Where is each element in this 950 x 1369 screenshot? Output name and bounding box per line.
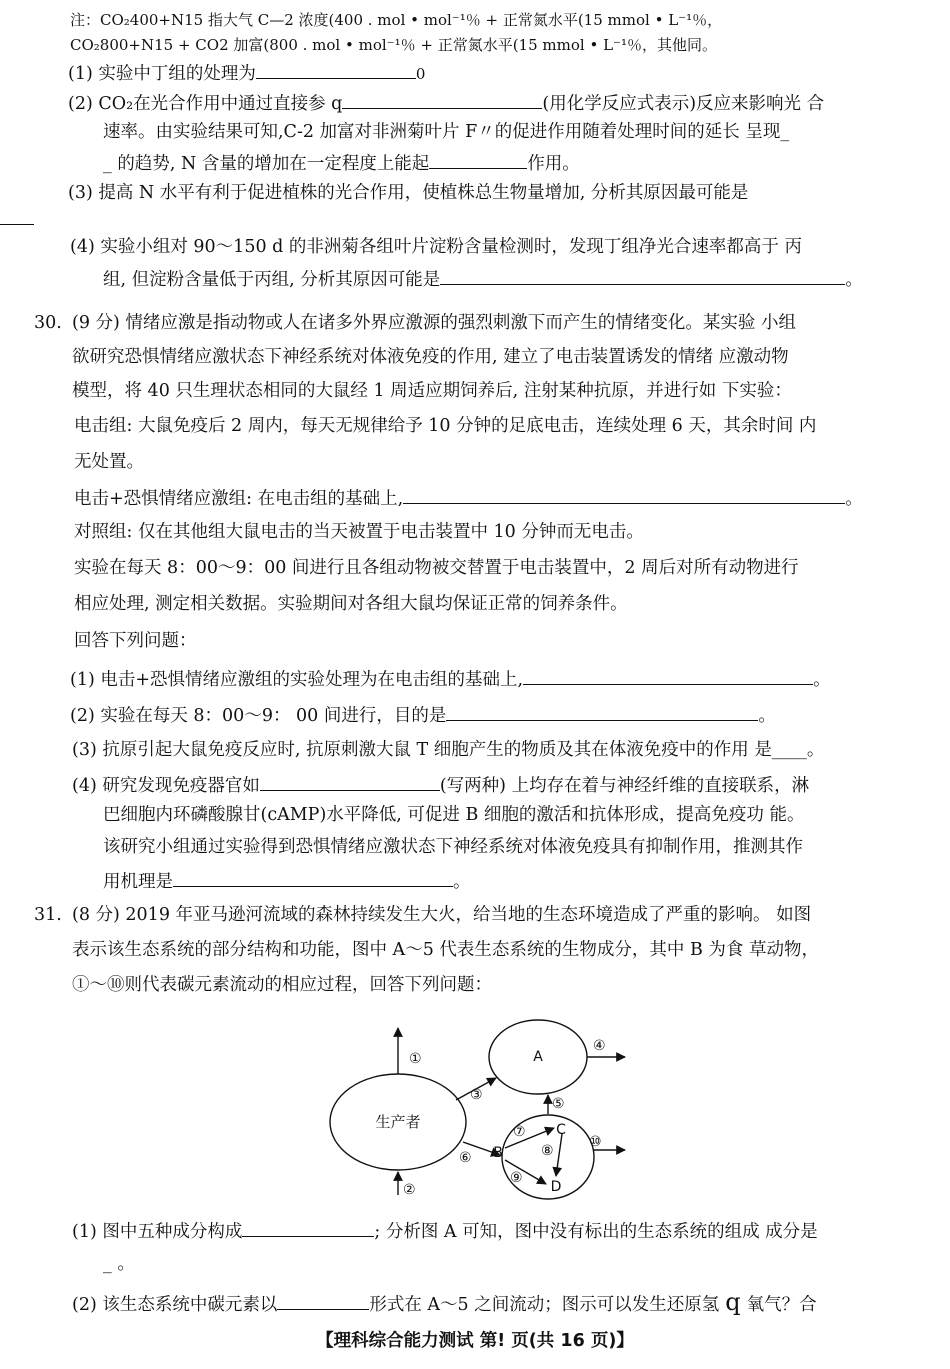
q31-part2-answer-blank[interactable]: [277, 1291, 369, 1310]
q30-part4-text-c: 用机理是: [103, 872, 173, 892]
num-9: ⑨: [510, 1170, 523, 1186]
q30-part1-period: 。: [813, 670, 831, 690]
carbon-cycle-diagram: [320, 1010, 640, 1215]
q29-part1: [68, 60, 425, 86]
num-4: ④: [593, 1038, 606, 1054]
q29-part4-period: 。: [845, 270, 863, 290]
q29-part2-line2: 速率。由实验结果可知,C-2 加富对非洲菊叶片 F〃的促进作用随着处理时间的延长 呈现_: [103, 122, 790, 142]
q30-part2-answer-blank[interactable]: [446, 702, 758, 721]
q29-part2-text-d: 作用。: [527, 154, 580, 174]
num-3: ③: [470, 1087, 483, 1103]
q30-fear-group-period: 。: [845, 489, 863, 509]
q29-part3: (3) 提高 N 水平有利于促进植株的光合作用，使植株总生物量增加, 分析其原因最可能是: [68, 183, 749, 203]
q30-part4-line1: [72, 772, 809, 798]
q31-part2-text-b: 形式在 A〜5 之间流动；图示可以发生还原氢: [369, 1295, 720, 1315]
q30-number: 30.: [34, 313, 62, 333]
q31-part1-text-b: ; 分析图 A 可知，图中没有标出的生态系统的组成 成分是: [374, 1222, 818, 1242]
q30-part1: [70, 666, 831, 692]
q29-part1-tail: 0: [415, 65, 426, 83]
q30-stem-line3: 模型，将 40 只生理状态相同的大鼠经 1 周适应期饲养后, 注射某种抗原，并进行如 下实验：: [72, 381, 792, 401]
q31-part1-line1: [72, 1218, 818, 1244]
q29-part2-text-a: (2) CO₂在光合作用中通过直接参 q: [68, 94, 343, 114]
d-label: D: [550, 1179, 562, 1195]
num-1: ①: [409, 1051, 422, 1067]
q30-part4-period: 。: [453, 872, 471, 892]
q29-part4-line2: [103, 266, 863, 292]
producer-label: 生产者: [375, 1113, 421, 1131]
q30-part4-line4: [103, 868, 471, 894]
num-2: ②: [403, 1182, 416, 1198]
q30-part4-answer-blank-1[interactable]: [260, 772, 440, 791]
q30-part4-text-b: (写两种) 上均存在着与神经纤维的直接联系，淋: [439, 776, 810, 796]
q30-shock-group-line2: 无处置。: [74, 452, 144, 472]
q30-part4-answer-blank-2[interactable]: [173, 868, 453, 887]
q30-shock-group-line1: 电击组: 大鼠免疫后 2 周内，每天无规律给予 10 分钟的足底电击，连续处理 6 天，其余时间 内: [74, 416, 817, 436]
q30-procedure-line2: 相应处理, 测定相关数据。实验期间对各组大鼠均保证正常的饲养条件。: [74, 594, 628, 614]
q30-part2-period: 。: [758, 706, 776, 726]
q29-part4-answer-blank[interactable]: [440, 266, 845, 285]
table-note-line-1: 注：CO₂400+N15 指大气 C—2 浓度(400 . mol • mol⁻¹％ + 正常氮水平(15 mmol • L⁻¹％，: [70, 11, 723, 29]
q29-part3-answer-blank[interactable]: [0, 224, 34, 225]
q30-procedure-line1: 实验在每天 8：00〜9：00 间进行且各组动物被交替置于电击装置中，2 周后对所有动物进行: [74, 558, 799, 578]
page-footer: 【理科综合能力测试 第! 页(共 16 页)】: [316, 1331, 634, 1351]
q30-part4-line2: 巴细胞内环磷酸腺甘(cAMP)水平降低, 可促进 B 细胞的激活和抗体形成，提高免疫功 能。: [103, 805, 805, 825]
arrow-8: [556, 1134, 562, 1176]
q31-stem-line1: (8 分) 2019 年亚马逊河流域的森林持续发生大火，给当地的生态环境造成了严重的影响。 如图: [72, 905, 812, 925]
q31-part2-text-a: (2) 该生态系统中碳元素以: [72, 1295, 278, 1315]
q30-part4-text-a: (4) 研究发现免疫器官如: [72, 776, 260, 796]
num-6: ⑥: [459, 1150, 472, 1166]
q31-number: 31.: [34, 905, 62, 925]
b-label: B: [493, 1145, 503, 1161]
q31-part2-glyph: q: [725, 1288, 741, 1316]
q30-part1-answer-blank[interactable]: [523, 666, 813, 685]
q29-part4-line1: (4) 实验小组对 90〜150 d 的非洲菊各组叶片淀粉含量检测时，发现丁组净光合速率都高于 丙: [70, 237, 802, 257]
table-note-line-2: CO₂800+N15 + CO2 加富(800 . mol • mol⁻¹％ + 正常氮水平(15 mmol • L⁻¹％，其他同。: [70, 36, 717, 54]
q30-control-group: 对照组: 仅在其他组大鼠电击的当天被置于电击装置中 10 分钟而无电击。: [74, 522, 644, 542]
q29-part2-answer-blank-2[interactable]: [429, 150, 527, 169]
q30-part2-text: (2) 实验在每天 8：00〜9： 00 间进行，目的是: [70, 706, 447, 726]
a-label: A: [533, 1049, 543, 1065]
q31-stem-line2: 表示该生态系统的部分结构和功能，图中 A〜5 代表生态系统的生物成分，其中 B 为食 草动物，: [72, 940, 819, 960]
q30-fear-group-text: 电击+恐惧情绪应激组: 在电击组的基础上,: [74, 489, 404, 509]
q29-part2-line3: [103, 150, 580, 176]
q29-part2-text-b: (用化学反应式表示)反应来影响光 合: [542, 94, 825, 114]
c-label: C: [556, 1122, 566, 1138]
q31-part1-text-a: (1) 图中五种成分构成: [72, 1222, 243, 1242]
num-10: ⑩: [589, 1134, 602, 1150]
q30-stem-line1: (9 分) 情绪应激是指动物或人在诸多外界应激源的强烈刺激下而产生的情绪变化。某实验 小组: [72, 313, 796, 333]
q30-answer-prompt: 回答下列问题：: [74, 631, 197, 651]
q30-part2: [70, 702, 776, 728]
num-8: ⑧: [541, 1143, 554, 1159]
q29-part4-text: 组, 但淀粉含量低于丙组, 分析其原因可能是: [103, 270, 441, 290]
q29-part1-text: (1) 实验中丁组的处理为: [68, 64, 256, 84]
q31-stem-line3: ①〜⑩则代表碳元素流动的相应过程，回答下列问题：: [72, 975, 492, 995]
q30-fear-group-answer-blank[interactable]: [403, 485, 845, 504]
num-5: ⑤: [552, 1096, 565, 1112]
q30-part3: (3) 抗原引起大鼠免疫反应时, 抗原刺激大鼠 T 细胞产生的物质及其在体液免疫中的作用 是____。: [72, 740, 825, 760]
q31-part1-answer-blank-1[interactable]: [242, 1218, 374, 1237]
q30-part4-line3: 该研究小组通过实验得到恐惧情绪应激状态下神经系统对体液免疫具有抑制作用，推测其作: [103, 837, 803, 857]
q30-stem-line2: 欲研究恐惧情绪应激状态下神经系统对体液免疫的作用, 建立了电击装置诱发的情绪 应激动物: [72, 347, 789, 367]
q30-part1-text: (1) 电击+恐惧情绪应激组的实验处理为在电击组的基础上,: [70, 670, 524, 690]
q31-part2-line1: [72, 1290, 817, 1317]
q31-part1-line2: _ 。: [103, 1254, 135, 1274]
q29-part2-answer-blank-1[interactable]: [342, 90, 542, 109]
num-7: ⑦: [513, 1124, 526, 1140]
q29-part2-text-c: _ 的趋势, N 含量的增加在一定程度上能起: [103, 154, 430, 174]
q29-part2-line1: [68, 90, 824, 116]
q31-part2-text-c: 氧气？合: [746, 1295, 817, 1315]
q29-part1-answer-blank[interactable]: [256, 60, 416, 79]
q30-fear-group: [74, 485, 863, 511]
